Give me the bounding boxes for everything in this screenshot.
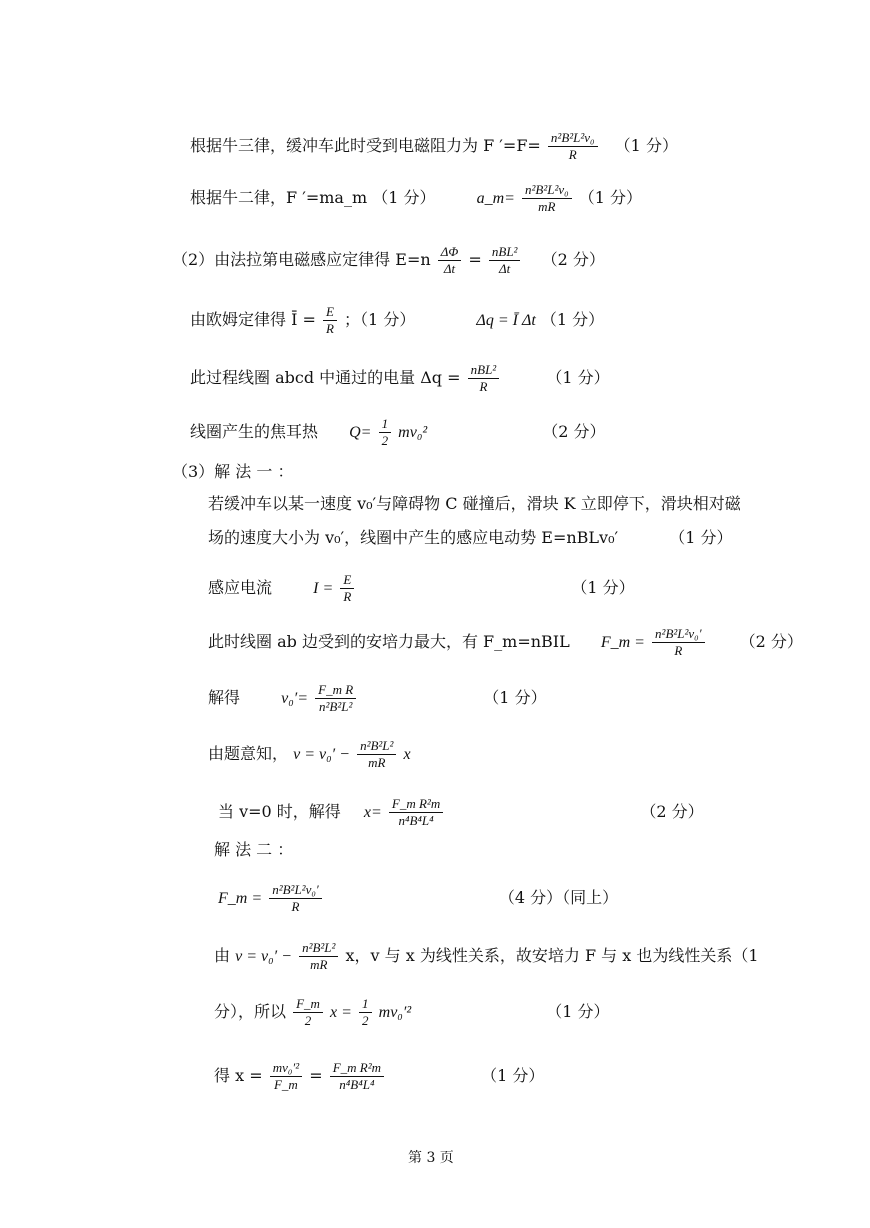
line-6-text: （3）解 法 一 ： <box>172 462 294 481</box>
line-5-mark: （2 分） <box>542 422 606 441</box>
line-2-fraction-2: nBL² Δt <box>489 244 521 277</box>
line-12-eq: v = v₀′ − <box>293 746 350 763</box>
line-5-text: 线圈产生的焦耳热 <box>190 422 319 441</box>
line-4-text: 此过程线圈 abcd 中通过的电量 Δq = <box>190 368 461 387</box>
line-9 <box>208 572 635 605</box>
line-5 <box>190 416 606 449</box>
line-16-eq: v = v₀′ − <box>235 948 292 965</box>
line-14 <box>214 840 293 860</box>
line-15-fraction: $\frac{\text{n²B²L²v₀′}}{R}$ <box>269 882 322 915</box>
line-11-text: 解得 <box>208 688 241 707</box>
line-13-mark: （2 分） <box>640 802 704 821</box>
line-3-eq: Δq = Ī Δt <box>476 312 536 329</box>
line-4-mark: （1 分） <box>546 368 610 387</box>
line-10-mark: （2 分） <box>739 632 803 651</box>
line-12-fraction: $\frac{\text{n²B²L²}}{mR}$ <box>357 738 396 771</box>
line-5-fraction: $\frac{1}{2}$ <box>379 416 392 449</box>
line-2-eq: = <box>468 250 482 269</box>
line-0-fraction: $\frac{\text{n²B²L²v₀}}{R}$ <box>548 130 598 163</box>
line-18-mark: （1 分） <box>481 1066 545 1085</box>
line-17 <box>214 996 610 1029</box>
line-9-text: 感应电流 <box>208 578 273 597</box>
line-15-eq: F_m = <box>218 890 263 907</box>
line-18-fraction: $\frac{\text{mv₀′²}}{F\_m}$ <box>270 1060 302 1093</box>
line-3-mid: ；（1 分） <box>344 310 416 329</box>
line-14-text: 解 法 二 ： <box>214 840 294 859</box>
line-16-tail: x，v 与 x 为线性关系，故安培力 F 与 x 也为线性关系（1 <box>345 946 759 965</box>
line-18 <box>214 1060 544 1093</box>
line-1-fraction: $\frac{\text{n²B²L²v₀}}{mR}$ <box>522 182 572 215</box>
line-16-fraction: $\frac{\text{n²B²L²}}{mR}$ <box>299 940 338 973</box>
line-7 <box>208 494 741 514</box>
line-18-text: 得 x = <box>214 1066 263 1085</box>
line-11 <box>208 682 547 715</box>
line-17-fraction: $\frac{F\_m}{2}$ <box>293 996 323 1029</box>
line-3-fraction: $\frac{E}{R}$ <box>323 304 337 337</box>
line-12-text: 由题意知， <box>208 744 289 763</box>
line-17-tail: mv₀′² <box>378 1004 412 1021</box>
line-11-mark: （1 分） <box>483 688 547 707</box>
line-9-eq: I = <box>313 580 334 597</box>
line-1 <box>190 182 642 215</box>
line-10-text: 此时线圈 ab 边受到的安培力最大，有 F_m=nBIL <box>208 632 570 651</box>
line-18-fraction-2: $\frac{\text{F\_m R²m}}{\text{n⁴B⁴L⁴}}$ <box>330 1060 384 1093</box>
line-10-fraction: $\frac{\text{n²B²L²v₀′}}{R}$ <box>652 626 705 659</box>
line-17-eq: x = <box>330 1004 352 1021</box>
line-11-eq: v₀′= <box>281 690 309 707</box>
line-17-text: 分），所以 <box>214 1002 287 1021</box>
page-number: 第 3 页 <box>408 1150 454 1166</box>
line-5-eq: Q= <box>349 424 372 441</box>
line-8-mark: （1 分） <box>669 528 733 547</box>
line-6 <box>172 462 293 482</box>
line-17-mark: （1 分） <box>546 1002 610 1021</box>
line-9-fraction: $\frac{E}{R}$ <box>340 572 354 605</box>
line-18-eq: = <box>309 1066 323 1085</box>
line-2-fraction: $\frac{\Delta\Phi}{\Delta t}$ <box>438 244 462 277</box>
line-0-mark: （1 分） <box>614 136 678 155</box>
line-12-tail: x <box>403 746 411 763</box>
line-13-eq: x= <box>363 804 382 821</box>
line-0-text: 根据牛三律，缓冲车此时受到电磁阻力为 F ′=F= <box>190 136 541 155</box>
line-4-fraction: nBL² R <box>468 362 500 395</box>
line-4 <box>190 362 610 395</box>
line-10 <box>208 626 803 659</box>
line-13 <box>218 796 704 829</box>
line-0 <box>190 130 678 163</box>
line-1-mark: （1 分） <box>578 188 643 207</box>
line-10-eq: F_m = <box>600 634 645 651</box>
line-16 <box>214 940 759 973</box>
line-3 <box>190 304 604 337</box>
line-12 <box>208 738 411 771</box>
line-8 <box>208 528 733 548</box>
page-footer <box>408 1148 454 1168</box>
line-1-text: 根据牛二律，F ′=ma_m （1 分） <box>190 188 436 207</box>
line-1-eq: a_m= <box>476 190 515 207</box>
line-5-tail: mv₀² <box>398 424 428 441</box>
line-9-mark: （1 分） <box>571 578 635 597</box>
line-11-fraction: $\frac{\text{F\_m R}}{\text{n²B²L²}}$ <box>315 682 356 715</box>
line-13-text: 当 v=0 时，解得 <box>218 802 341 821</box>
line-8-text: 场的速度大小为 v₀′，线圈中产生的感应电动势 E=nBLv₀′ <box>208 528 619 547</box>
line-2-mark: （2 分） <box>541 250 605 269</box>
line-3-mark: （1 分） <box>540 310 605 329</box>
line-17-fraction-2: $\frac{1}{2}$ <box>359 996 372 1029</box>
line-15-mark: （4 分）（同上） <box>498 888 619 907</box>
line-3-text: 由欧姆定律得 Ī = <box>190 310 316 329</box>
line-2-text: （2）由法拉第电磁感应定律得 E=n <box>172 250 431 269</box>
line-13-fraction: $\frac{\text{F\_m R²m}}{\text{n⁴B⁴L⁴}}$ <box>389 796 443 829</box>
line-16-text: 由 <box>214 946 231 965</box>
line-15 <box>218 882 618 915</box>
line-7-text: 若缓冲车以某一速度 v₀′与障碍物 C 碰撞后，滑块 K 立即停下，滑块相对磁 <box>208 494 741 513</box>
line-2 <box>172 244 605 277</box>
